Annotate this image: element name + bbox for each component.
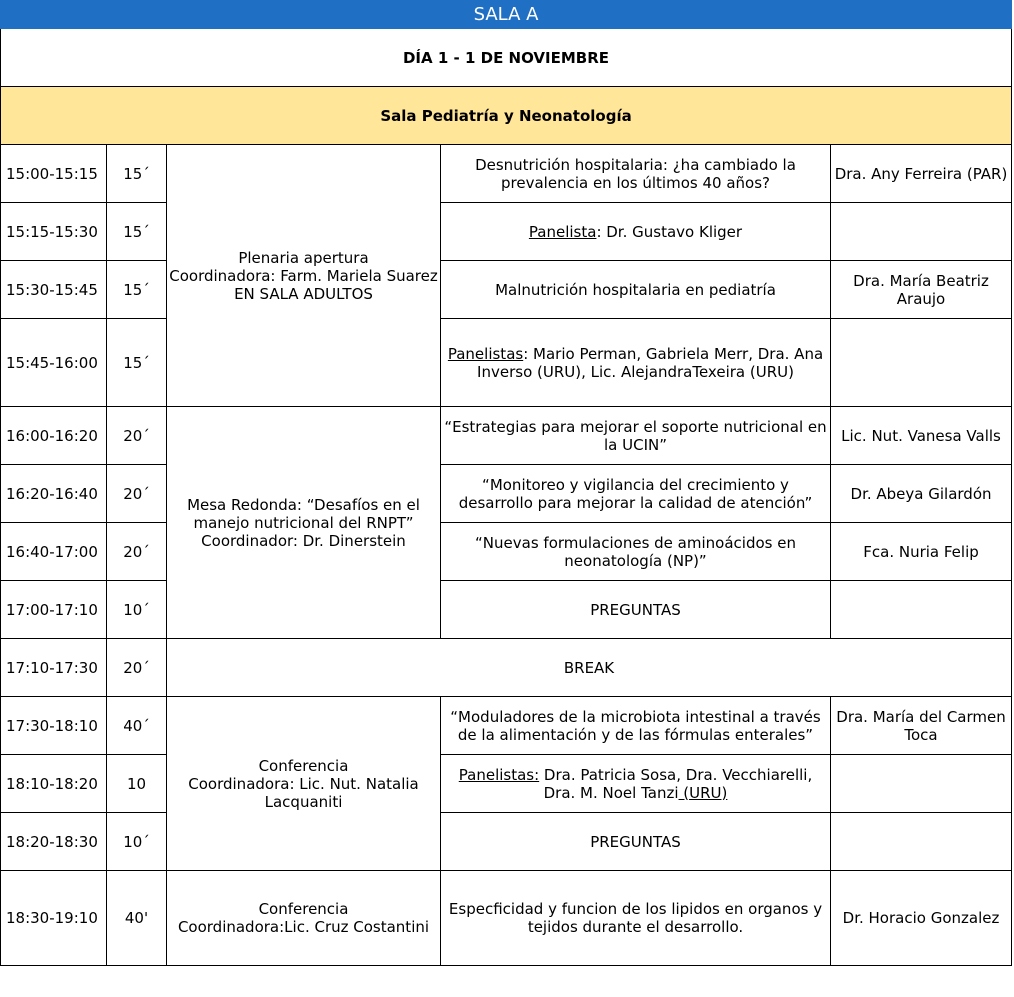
- table-row: [1, 639, 1012, 697]
- break-cell: BREAK: [167, 639, 1012, 697]
- panel-label: Panelista: [528, 222, 597, 241]
- topic-cell: [441, 755, 831, 813]
- panel-names: Dra. Patricia Sosa, Dra. Vecchiarelli, Dra. M. Noel Tanzi: [539, 765, 813, 802]
- speaker-cell: [831, 581, 1012, 639]
- table-row: [1, 407, 1012, 465]
- speaker-cell: [831, 755, 1012, 813]
- block-coordinator: Coordinadora:Lic. Cruz Costantini: [177, 918, 430, 936]
- time-cell: 15:00-15:15: [1, 145, 107, 203]
- block-title: Conferencia: [258, 756, 349, 775]
- topic-cell: [441, 203, 831, 261]
- block-coordinator: Coordinador: Dr. Dinerstein: [201, 531, 406, 550]
- speaker-cell: [831, 813, 1012, 871]
- time-cell: 16:20-16:40: [1, 465, 107, 523]
- speaker-cell: Lic. Nut. Vanesa Valls: [831, 407, 1012, 465]
- topic-cell: PREGUNTAS: [441, 813, 831, 871]
- speaker-cell: [831, 203, 1012, 261]
- panel-label: Panelistas: [447, 344, 524, 363]
- time-cell: 18:30-19:10: [1, 871, 107, 966]
- duration-cell: 15´: [107, 145, 167, 203]
- speaker-cell: [831, 319, 1012, 407]
- time-cell: 17:30-18:10: [1, 697, 107, 755]
- block-cell: [167, 407, 441, 639]
- block-title: Plenaria apertura: [238, 248, 369, 267]
- table-row: [1, 523, 1012, 581]
- table-row: [1, 755, 1012, 813]
- time-cell: 17:10-17:30: [1, 639, 107, 697]
- table-row: [1, 145, 1012, 203]
- panel-label: Panelistas:: [458, 765, 540, 784]
- panel-tail: (URU): [678, 783, 728, 802]
- panel-names: : Dr. Gustavo Kliger: [596, 222, 743, 241]
- topic-cell: “Nuevas formulaciones de aminoácidos en neonatología (NP)”: [441, 523, 831, 581]
- block-title: Mesa Redonda: “Desafíos en el manejo nutricional del RNPT”: [187, 495, 420, 532]
- topic-cell: Especficidad y funcion de los lipidos en organos y tejidos durante el desarrollo.: [441, 871, 831, 966]
- duration-cell: 10´: [107, 813, 167, 871]
- speaker-cell: Dr. Horacio Gonzalez: [831, 871, 1012, 966]
- time-cell: 15:45-16:00: [1, 319, 107, 407]
- time-cell: 15:30-15:45: [1, 261, 107, 319]
- block-cell: [167, 871, 441, 966]
- duration-cell: 10: [107, 755, 167, 813]
- topic-cell: “Monitoreo y vigilancia del crecimiento y desarrollo para mejorar la calidad de atención”: [441, 465, 831, 523]
- time-cell: 18:20-18:30: [1, 813, 107, 871]
- block-title: Conferencia: [258, 900, 349, 918]
- block-coordinator: Coordinadora: Lic. Nut. Natalia Lacquaniti: [188, 774, 419, 811]
- duration-cell: 15´: [107, 203, 167, 261]
- speaker-cell: Dra. María del Carmen Toca: [831, 697, 1012, 755]
- table-row: [1, 261, 1012, 319]
- table-row: [1, 203, 1012, 261]
- time-cell: 16:40-17:00: [1, 523, 107, 581]
- topic-cell: Malnutrición hospitalaria en pediatría: [441, 261, 831, 319]
- topic-cell: Desnutrición hospitalaria: ¿ha cambiado la prevalencia en los últimos 40 años?: [441, 145, 831, 203]
- sala-header: SALA A: [1, 1, 1012, 29]
- section-title: Sala Pediatría y Neonatología: [1, 87, 1012, 145]
- panel-names: : Mario Perman, Gabriela Merr, Dra. Ana Inverso (URU), Lic. AlejandraTexeira (URU): [477, 344, 824, 381]
- topic-cell: PREGUNTAS: [441, 581, 831, 639]
- speaker-cell: Dra. María Beatriz Araujo: [831, 261, 1012, 319]
- duration-cell: 15´: [107, 261, 167, 319]
- table-row: [1, 581, 1012, 639]
- speaker-cell: Dr. Abeya Gilardón: [831, 465, 1012, 523]
- speaker-cell: Dra. Any Ferreira (PAR): [831, 145, 1012, 203]
- table-row: [1, 319, 1012, 407]
- day-title: DÍA 1 - 1 DE NOVIEMBRE: [1, 29, 1012, 87]
- duration-cell: 15´: [107, 319, 167, 407]
- duration-cell: 20´: [107, 523, 167, 581]
- duration-cell: 20´: [107, 639, 167, 697]
- duration-cell: 40´: [107, 697, 167, 755]
- duration-cell: 20´: [107, 465, 167, 523]
- duration-cell: 40': [107, 871, 167, 966]
- topic-cell: “Moduladores de la microbiota intestinal a través de la alimentación y de las fórmulas enterales”: [441, 697, 831, 755]
- table-row: [1, 697, 1012, 755]
- table-row: [1, 871, 1012, 966]
- time-cell: 18:10-18:20: [1, 755, 107, 813]
- table-row: [1, 813, 1012, 871]
- speaker-cell: Fca. Nuria Felip: [831, 523, 1012, 581]
- table-row: [1, 465, 1012, 523]
- duration-cell: 10´: [107, 581, 167, 639]
- time-cell: 16:00-16:20: [1, 407, 107, 465]
- block-cell: [167, 697, 441, 871]
- time-cell: 17:00-17:10: [1, 581, 107, 639]
- time-cell: 15:15-15:30: [1, 203, 107, 261]
- duration-cell: 20´: [107, 407, 167, 465]
- topic-cell: [441, 319, 831, 407]
- topic-cell: “Estrategias para mejorar el soporte nutricional en la UCIN”: [441, 407, 831, 465]
- block-cell: [167, 145, 441, 407]
- block-coordinator: Coordinadora: Farm. Mariela Suarez EN SALA ADULTOS: [169, 266, 438, 303]
